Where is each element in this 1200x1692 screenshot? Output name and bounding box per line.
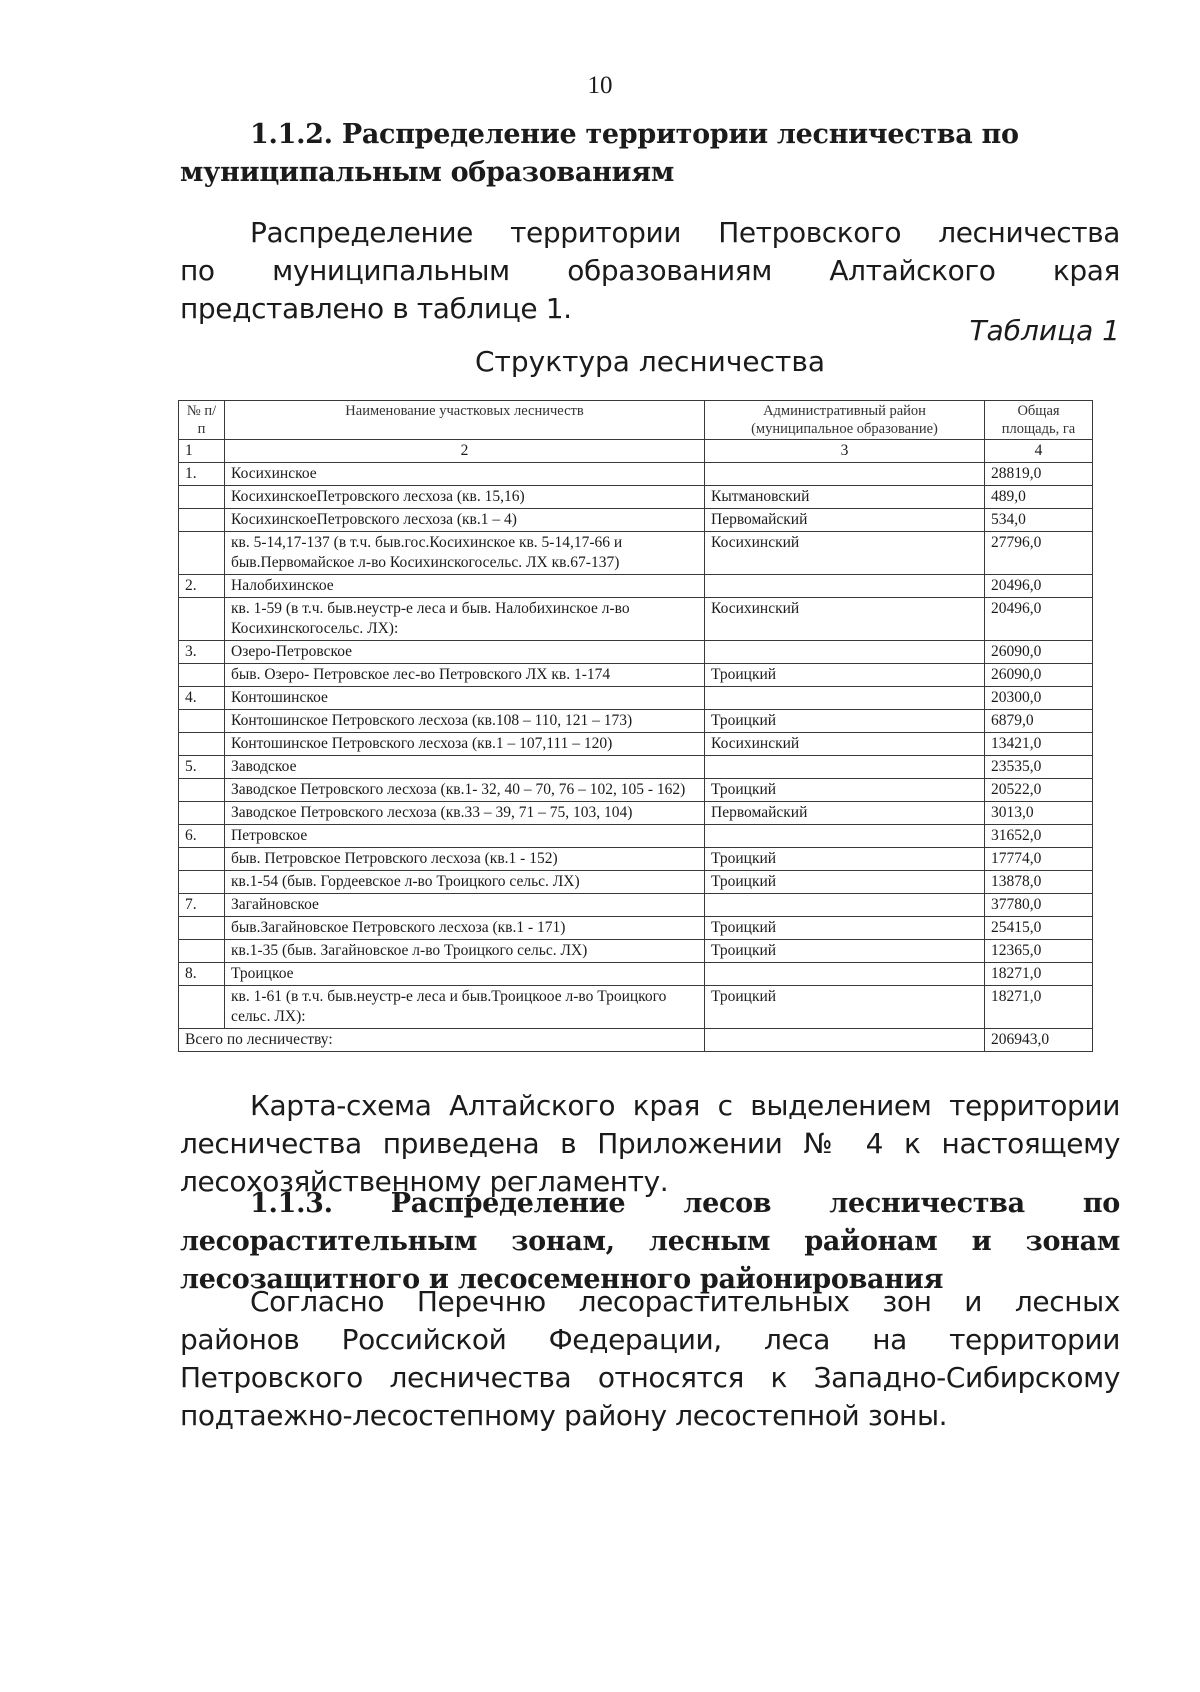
row-area: 17774,0 — [985, 848, 1093, 871]
table-row — [179, 756, 1093, 779]
row-area: 28819,0 — [985, 463, 1093, 486]
row-name: Косихинское — [225, 463, 705, 486]
row-name: Налобихинское — [225, 575, 705, 598]
zones-paragraph: Согласно Перечню лесорастительных зон и лесных районов Российской Федерации, леса на территории Петровского лесничества относятся к Западно-Сибирскому подтаежно-лесостепному району лесостепной зоны. — [180, 1285, 1120, 1432]
table-header-row — [179, 401, 1093, 440]
table-row — [179, 848, 1093, 871]
row-number — [179, 598, 225, 641]
row-district: Косихинский — [705, 598, 985, 641]
header-area: Общая площадь, га — [985, 401, 1093, 440]
row-district — [705, 641, 985, 664]
table-column-numbers-row — [179, 440, 1093, 463]
row-number — [179, 733, 225, 756]
row-number — [179, 802, 225, 825]
table-row — [179, 486, 1093, 509]
row-name: Заводское Петровского лесхоза (кв.33 – 39, 71 – 75, 103, 104) — [225, 802, 705, 825]
table-title: Структура лесничества — [475, 345, 825, 378]
row-name: Петровское — [225, 825, 705, 848]
row-area: 534,0 — [985, 509, 1093, 532]
row-number: 7. — [179, 894, 225, 917]
row-area: 3013,0 — [985, 802, 1093, 825]
table-row — [179, 509, 1093, 532]
row-area: 20522,0 — [985, 779, 1093, 802]
row-name: Заводское Петровского лесхоза (кв.1- 32, 40 – 70, 76 – 102, 105 - 162) — [225, 779, 705, 802]
row-area: 12365,0 — [985, 940, 1093, 963]
row-name: быв.Загайновское Петровского лесхоза (кв.1 - 171) — [225, 917, 705, 940]
header-name: Наименование участковых лесничеств — [225, 401, 705, 440]
forestry-structure-table — [178, 400, 1093, 1052]
row-number — [179, 486, 225, 509]
table-caption: Таблица 1 — [969, 314, 1120, 347]
row-number: 1. — [179, 463, 225, 486]
row-district: Троицкий — [705, 940, 985, 963]
row-district: Первомайский — [705, 802, 985, 825]
section-heading-1-1-2: 1.1.2. Распределение территории лесничества по муниципальным образованиям — [180, 119, 1019, 188]
row-area: 20300,0 — [985, 687, 1093, 710]
row-district — [705, 575, 985, 598]
section-heading-1-1-3: 1.1.3. Распределение лесов лесничества по лесорастительным зонам, лесным районам и зонам лесозащитного и лесосеменного районирования — [180, 1188, 1120, 1295]
table-row — [179, 802, 1093, 825]
row-name: Троицкое — [225, 963, 705, 986]
row-number — [179, 871, 225, 894]
row-district — [705, 756, 985, 779]
col-number-1: 1 — [179, 440, 225, 463]
header-district: Административный район (муниципальное образование) — [705, 401, 985, 440]
row-number — [179, 532, 225, 575]
col-number-4: 4 — [985, 440, 1093, 463]
row-name: кв. 1-59 (в т.ч. быв.неустр-е леса и быв. Налобихинское л-во Косихинскогосельс. ЛХ): — [225, 598, 705, 641]
map-paragraph: Карта-схема Алтайского края с выделением территории лесничества приведена в Приложении № 4 к настоящему лесохозяйственному регламенту. — [180, 1089, 1120, 1198]
row-name: быв. Петровское Петровского лесхоза (кв.1 - 152) — [225, 848, 705, 871]
row-district — [705, 963, 985, 986]
row-district: Косихинский — [705, 733, 985, 756]
row-number: 2. — [179, 575, 225, 598]
row-number: 5. — [179, 756, 225, 779]
row-number — [179, 917, 225, 940]
row-name: быв. Озеро- Петровское лес-во Петровского ЛХ кв. 1-174 — [225, 664, 705, 687]
table-row — [179, 940, 1093, 963]
row-name: Заводское — [225, 756, 705, 779]
row-area: 26090,0 — [985, 641, 1093, 664]
row-district: Троицкий — [705, 664, 985, 687]
row-district: Троицкий — [705, 917, 985, 940]
row-number: 6. — [179, 825, 225, 848]
intro-paragraph-line-2: по муниципальным образованиям Алтайского края представлено в таблице 1. — [180, 254, 1120, 325]
row-name: Загайновское — [225, 894, 705, 917]
row-number: 8. — [179, 963, 225, 986]
row-area: 25415,0 — [985, 917, 1093, 940]
table-row — [179, 664, 1093, 687]
row-area: 13878,0 — [985, 871, 1093, 894]
page-number: 10 — [587, 72, 613, 99]
row-area: 26090,0 — [985, 664, 1093, 687]
row-area: 489,0 — [985, 486, 1093, 509]
table-row — [179, 825, 1093, 848]
row-area: 6879,0 — [985, 710, 1093, 733]
header-number: № п/п — [179, 401, 225, 440]
col-number-2: 2 — [225, 440, 705, 463]
row-area: 18271,0 — [985, 963, 1093, 986]
table-row — [179, 917, 1093, 940]
table-row — [179, 710, 1093, 733]
row-number — [179, 940, 225, 963]
row-number — [179, 779, 225, 802]
row-area: 27796,0 — [985, 532, 1093, 575]
total-label: Всего по лесничеству: — [179, 1029, 705, 1052]
row-name: Озеро-Петровское — [225, 641, 705, 664]
table-row — [179, 733, 1093, 756]
table-row — [179, 463, 1093, 486]
row-number: 4. — [179, 687, 225, 710]
row-district: Троицкий — [705, 779, 985, 802]
table-row — [179, 894, 1093, 917]
row-number — [179, 848, 225, 871]
table-row — [179, 687, 1093, 710]
row-number: 3. — [179, 641, 225, 664]
table-total-row — [179, 1029, 1093, 1052]
row-name: КосихинскоеПетровского лесхоза (кв.1 – 4) — [225, 509, 705, 532]
row-number — [179, 664, 225, 687]
row-district: Троицкий — [705, 848, 985, 871]
table-row — [179, 963, 1093, 986]
row-name: Контошинское Петровского лесхоза (кв.1 – 107,111 – 120) — [225, 733, 705, 756]
row-name: Контошинское — [225, 687, 705, 710]
row-name: Контошинское Петровского лесхоза (кв.108 – 110, 121 – 173) — [225, 710, 705, 733]
row-name: кв.1-54 (быв. Гордеевское л-во Троицкого сельс. ЛХ) — [225, 871, 705, 894]
row-district — [705, 894, 985, 917]
row-district — [705, 463, 985, 486]
table-row — [179, 641, 1093, 664]
row-area: 18271,0 — [985, 986, 1093, 1029]
row-district: Кытмановский — [705, 486, 985, 509]
total-value: 206943,0 — [985, 1029, 1093, 1052]
table-row — [179, 779, 1093, 802]
row-number — [179, 986, 225, 1029]
row-area: 13421,0 — [985, 733, 1093, 756]
row-area: 23535,0 — [985, 756, 1093, 779]
table-row — [179, 986, 1093, 1029]
table-body — [179, 463, 1093, 1029]
row-name: кв.1-35 (быв. Загайновское л-во Троицкого сельс. ЛХ) — [225, 940, 705, 963]
row-area: 37780,0 — [985, 894, 1093, 917]
row-district: Троицкий — [705, 871, 985, 894]
row-district: Троицкий — [705, 710, 985, 733]
row-district — [705, 687, 985, 710]
row-area: 31652,0 — [985, 825, 1093, 848]
row-area: 20496,0 — [985, 598, 1093, 641]
table-row — [179, 871, 1093, 894]
row-name: кв. 1-61 (в т.ч. быв.неустр-е леса и быв.Троицкоое л-во Троицкого сельс. ЛХ): — [225, 986, 705, 1029]
total-district — [705, 1029, 985, 1052]
row-name: КосихинскоеПетровского лесхоза (кв. 15,16) — [225, 486, 705, 509]
intro-paragraph-line-1: Распределение территории Петровского лесничества — [250, 216, 1120, 249]
row-name: кв. 5-14,17-137 (в т.ч. быв.гос.Косихинское кв. 5-14,17-66 и быв.Первомайское л-во Косихинскогосельс. ЛХ кв.67-137) — [225, 532, 705, 575]
row-district: Троицкий — [705, 986, 985, 1029]
table-row — [179, 575, 1093, 598]
row-number — [179, 509, 225, 532]
row-district: Косихинский — [705, 532, 985, 575]
col-number-3: 3 — [705, 440, 985, 463]
row-number — [179, 710, 225, 733]
row-area: 20496,0 — [985, 575, 1093, 598]
table-row — [179, 598, 1093, 641]
row-district: Первомайский — [705, 509, 985, 532]
row-district — [705, 825, 985, 848]
table-row — [179, 532, 1093, 575]
